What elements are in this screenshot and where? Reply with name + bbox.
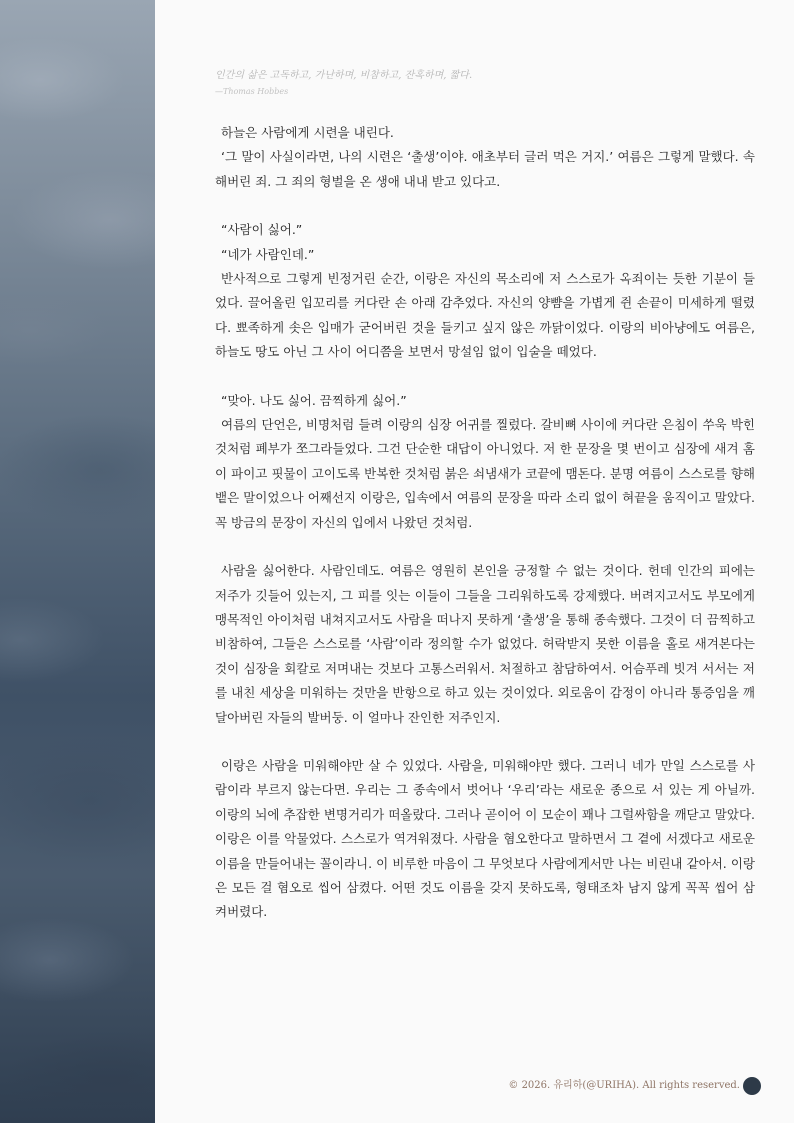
story-paragraph: 이랑은 사람을 미워해야만 살 수 있었다. 사람을, 미워해야만 했다. 그러니 네가 만일 스스로를 사람이라 부르지 않는다면. 우리는 그 종속에서 벗어나 ‘우리’라는 새로운 종으로 서 있는 게 아닐까. 이랑의 뇌에 추잡한 변명거리가 떠올랐다. 그러나 곧이어 이 모순이 꽤나 그럴싸함을 깨닫고 말았다. 이랑은 이를 악물었다. 스스로가 역겨워졌다. 사람을 혐오한다고 말하면서 그 곁에 서겠다고 새로운 이름을 만들어내는 꼴이라니. 이 비루한 마음이 그 무엇보다 사람에게서만 나는 비린내 같아서. 이랑은 모든 걸 혐오로 씹어 삼켰다. 어떤 것도 이름을 갖지 못하도록, 형태조차 남지 않게 꼭꼭 씹어 삼켜버렸다. [215,757,755,920]
story-paragraph: 하늘은 사람에게 시련을 내린다. [221,125,394,140]
paragraph-gap [215,730,755,754]
decorative-dot [743,1077,761,1095]
story-paragraph: 사람을 싫어한다. 사람인데도. 여름은 영원히 본인을 긍정할 수 없는 것이다. 헌데 인간의 피에는 저주가 깃들어 있는지, 그 피를 잇는 이들이 그들을 그리워하도록 강제했다. 버려지고서도 부모에게 맹목적인 아이처럼 내쳐지고서도 사람을 떠나지 못하게 ‘출생’을 통해 종속했다. 그것이 더 끔찍하고 비참하여, 그들은 스스로를 ‘사람’이라 정의할 수가 없었다. 허락받지 못한 이름을 홀로 새겨본다는 것이 심장을 회칼로 저며내는 것보다 고통스러워서. 처절하고 참담하여서. 어슴푸레 빗겨 서서는 저를 내친 세상을 미워하는 것만을 반항으로 하고 있는 것이었다. 외로움이 감정이 아니라 통증임을 깨달아버린 자들의 발버둥. 이 얼마나 잔인한 저주인지. [215,563,755,725]
copyright-notice: © 2026. 유리하(@URIHA). All rights reserved. [508,1080,740,1091]
epigraph [215,68,472,100]
paragraph-gap [215,535,755,559]
paragraph-gap [215,194,755,218]
story-paragraph: “네가 사람인데.” [221,246,315,262]
story-paragraph: 반사적으로 그렇게 빈정거린 순간, 이랑은 자신의 목소리에 저 스스로가 옥죄이는 듯한 기분이 들었다. 끌어올린 입꼬리를 커다란 손 아래 감추었다. 자신의 양뺨을 가볍게 쥔 손끝이 미세하게 떨렸다. 뾰족하게 솟은 입매가 굳어버린 것을 들키고 싶지 않은 까닭이었다. 이랑의 비아냥에도 여름은, 하늘도 땅도 아닌 그 사이 어디쯤을 보면서 망설임 없이 입술을 떼었다. [215,271,755,360]
page-body [195,0,755,1123]
paragraph-gap [215,365,755,389]
cloudy-sky-image [0,0,155,1123]
story-paragraph: “사람이 싫어.” [221,222,303,238]
story-paragraph: “맞아. 나도 싫어. 끔찍하게 싫어.” [221,392,407,408]
epigraph-quote: 인간의 삶은 고독하고, 가난하며, 비참하고, 잔혹하며, 짧다. [215,70,473,81]
epigraph-author: —Thomas Hobbes [215,87,289,96]
story-text [215,121,755,925]
story-paragraph: 여름의 단언은, 비명처럼 들려 이랑의 심장 어귀를 찔렀다. 갈비뼈 사이에 커다란 은침이 쑤욱 박힌 것처럼 폐부가 쪼그라들었다. 그건 단순한 대답이 아니었다. 저 한 문장을 몇 번이고 심장에 새겨 홈이 파이고 핏물이 고이도록 반복한 것처럼 붉은 쇠냄새가 코끝에 맴돈다. 분명 여름이 스스로를 향해 뱉은 말이었으나 어째선지 이랑은, 입속에서 여름의 문장을 따라 소리 없이 혀끝을 움직이고 말았다. 꼭 방금의 문장이 자신의 입에서 나왔던 것처럼. [215,417,755,530]
story-paragraph: ‘그 말이 사실이라면, 나의 시련은 ‘출생’이야. 애초부터 글러 먹은 거지.’ 여름은 그렇게 말했다. 속해버린 죄. 그 죄의 형벌을 온 생애 내내 받고 있다고. [215,149,755,189]
